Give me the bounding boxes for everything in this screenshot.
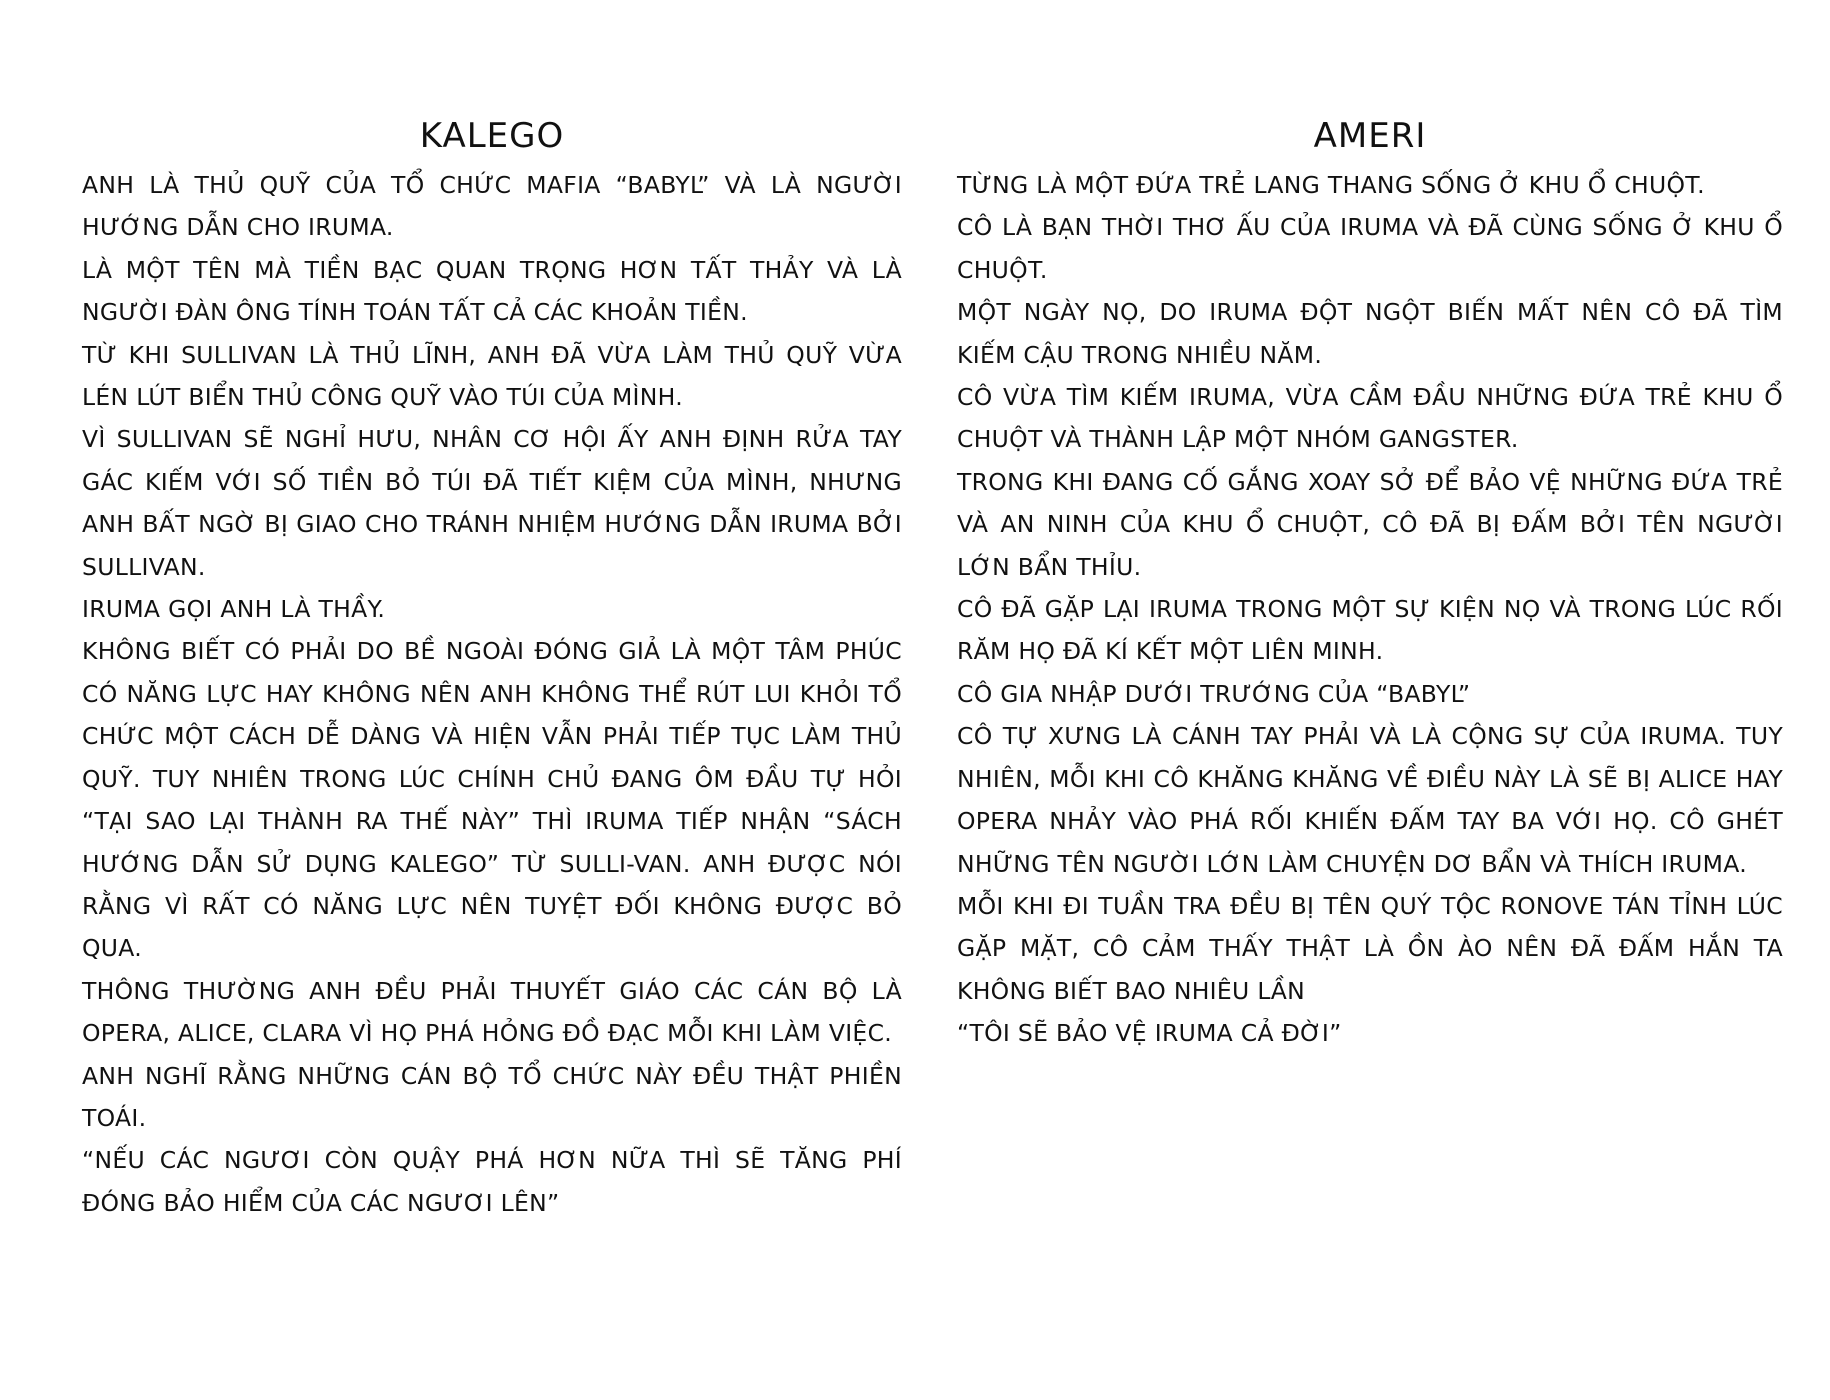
ameri-paragraph-7: CÔ GIA NHẬP DƯỚI TRƯỚNG CỦA “BABYL” (957, 679, 1471, 708)
kalego-paragraph-8: ANH NGHĨ RẰNG NHỮNG CÁN BỘ TỔ CHỨC NÀY ĐỀU THẬT PHIỀN TOÁI. (82, 1061, 902, 1132)
ameri-paragraph-1: TỪNG LÀ MỘT ĐỨA TRẺ LANG THANG SỐNG Ở KHU Ổ CHUỘT. (957, 171, 1705, 199)
ameri-paragraph-9: MỖI KHI ĐI TUẦN TRA ĐỀU BỊ TÊN QUÝ TỘC RONOVE TÁN TỈNH LÚC GẶP MẶT, CÔ CẢM THẤY THẬT LÀ ỒN ÀO NÊN ĐÃ ĐẤM HẮN TA KHÔNG BIẾT BAO NHIÊU LẦN (957, 891, 1783, 1005)
kalego-paragraph-1: ANH LÀ THỦ QUỸ CỦA TỔ CHỨC MAFIA “BABYL” VÀ LÀ NGƯỜI HƯỚNG DẪN CHO IRUMA. (82, 171, 902, 242)
kalego-paragraph-3: TỪ KHI SULLIVAN LÀ THỦ LĨNH, ANH ĐÃ VỪA LÀM THỦ QUỸ VỪA LÉN LÚT BIỂN THỦ CÔNG QUỸ VÀO TÚI CỦA MÌNH. (82, 340, 902, 412)
kalego-paragraph-2: LÀ MỘT TÊN MÀ TIỀN BẠC QUAN TRỌNG HƠN TẤT THẢY VÀ LÀ NGƯỜI ĐÀN ÔNG TÍNH TOÁN TẤT CẢ CÁC KHOẢN TIỀN. (82, 255, 902, 327)
kalego-title: KALEGO (419, 116, 565, 156)
kalego-paragraph-9: “NẾU CÁC NGƯƠI CÒN QUẬY PHÁ HƠN NỮA THÌ SẼ TĂNG PHÍ ĐÓNG BẢO HIỂM CỦA CÁC NGƯƠI LÊN” (82, 1146, 902, 1217)
ameri-title: AMERI (1313, 116, 1427, 156)
kalego-paragraph-6: KHÔNG BIẾT CÓ PHẢI DO BỀ NGOÀI ĐÓNG GIẢ LÀ MỘT TÂM PHÚC CÓ NĂNG LỰC HAY KHÔNG NÊN ANH KHÔNG THỂ RÚT LUI KHỎI TỔ CHỨC MỘT CÁCH DỄ DÀNG VÀ HIỆN VẪN PHẢI TIẾP TỤC LÀM THỦ QUỸ. TUY NHIÊN TRONG LÚC CHÍNH CHỦ ĐANG ÔM ĐẦU TỰ HỎI “TẠI SAO LẠI THÀNH RA THẾ NÀY” THÌ IRUMA TIẾP NHẬN “SÁCH HƯỚNG DẪN SỬ DỤNG KALEGO” TỪ SULLI-VAN. ANH ĐƯỢC NÓI RẰNG VÌ RẤT CÓ NĂNG LỰC NÊN TUYỆT ĐỐI KHÔNG ĐƯỢC BỎ QUA. (82, 637, 902, 963)
ameri-column (957, 112, 1783, 1055)
ameri-paragraph-10: “TÔI SẼ BẢO VỆ IRUMA CẢ ĐỜI” (957, 1019, 1342, 1048)
ameri-description (957, 164, 1783, 1055)
kalego-paragraph-4: VÌ SULLIVAN SẼ NGHỈ HƯU, NHÂN CƠ HỘI ẤY ANH ĐỊNH RỬA TAY GÁC KIẾM VỚI SỐ TIỀN BỎ TÚI ĐÃ TIẾT KIỆM CỦA MÌNH, NHƯNG ANH BẤT NGỜ BỊ GIAO CHO TRÁNH NHIỆM HƯỚNG DẪN IRUMA BỞI SULLIVAN. (82, 425, 902, 581)
kalego-paragraph-5: IRUMA GỌI ANH LÀ THẦY. (82, 595, 386, 624)
ameri-paragraph-6: CÔ ĐÃ GẶP LẠI IRUMA TRONG MỘT SỰ KIỆN NỌ VÀ TRONG LÚC RỐI RĂM HỌ ĐÃ KÍ KẾT MỘT LIÊN MINH. (957, 595, 1783, 666)
ameri-paragraph-5: TRONG KHI ĐANG CỐ GẮNG XOAY SỞ ĐỂ BẢO VỆ NHỮNG ĐỨA TRẺ VÀ AN NINH CỦA KHU Ổ CHUỘT, CÔ ĐÃ BỊ ĐẤM BỞI TÊN NGƯỜI LỚN BẨN THỈU. (957, 467, 1783, 581)
ameri-paragraph-4: CÔ VỪA TÌM KIẾM IRUMA, VỪA CẦM ĐẦU NHỮNG ĐỨA TRẺ KHU Ổ CHUỘT VÀ THÀNH LẬP MỘT NHÓM GANGSTER. (957, 383, 1783, 454)
kalego-paragraph-7: THÔNG THƯỜNG ANH ĐỀU PHẢI THUYẾT GIÁO CÁC CÁN BỘ LÀ OPERA, ALICE, CLARA VÌ HỌ PHÁ HỎNG ĐỒ ĐẠC MỖI KHI LÀM VIỆC. (82, 976, 902, 1048)
kalego-column (82, 112, 902, 1224)
ameri-paragraph-3: MỘT NGÀY NỌ, DO IRUMA ĐỘT NGỘT BIẾN MẤT NÊN CÔ ĐÃ TÌM KIẾM CẬU TRONG NHIỀU NĂM. (957, 298, 1783, 369)
ameri-paragraph-8: CÔ TỰ XƯNG LÀ CÁNH TAY PHẢI VÀ LÀ CỘNG SỰ CỦA IRUMA. TUY NHIÊN, MỖI KHI CÔ KHĂNG KHĂNG VỀ ĐIỀU NÀY LÀ SẼ BỊ ALICE HAY OPERA NHẢY VÀO PHÁ RỐI KHIẾN ĐẤM TAY BA VỚI HỌ. CÔ GHÉT NHỮNG TÊN NGƯỜI LỚN LÀM CHUYỆN DƠ BẨN VÀ THÍCH IRUMA. (957, 722, 1783, 878)
ameri-paragraph-2: CÔ LÀ BẠN THỜI THƠ ẤU CỦA IRUMA VÀ ĐÃ CÙNG SỐNG Ở KHU Ổ CHUỘT. (957, 213, 1783, 284)
kalego-description (82, 164, 902, 1224)
